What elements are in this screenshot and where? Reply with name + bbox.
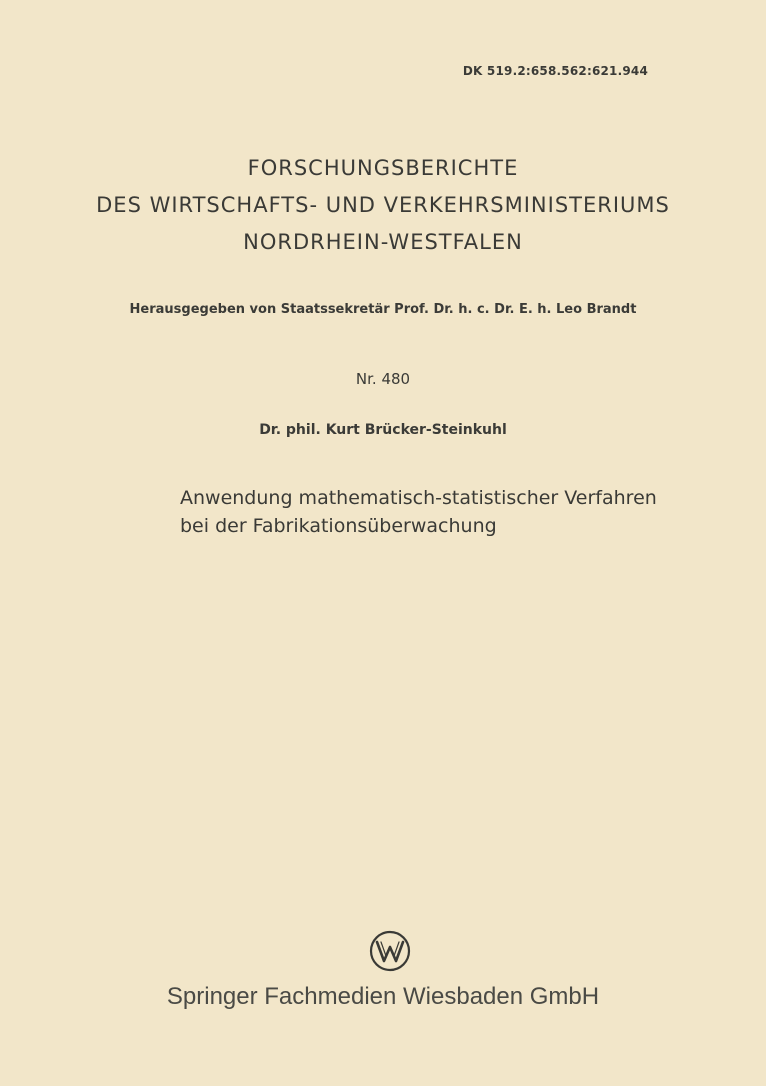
classification-code: DK 519.2:658.562:621.944	[462, 64, 648, 78]
book-title-line-1: Anwendung mathematisch-statistischer Verfahren	[180, 487, 657, 509]
series-title-line-1: FORSCHUNGSBERICHTE	[247, 156, 519, 180]
series-title	[0, 150, 766, 261]
volume-number: Nr. 480	[355, 370, 411, 388]
series-title-line-3: NORDRHEIN-WESTFALEN	[243, 230, 523, 254]
editor-line: Herausgegeben von Staatssekretär Prof. Dr. h. c. Dr. E. h. Leo Brandt	[129, 302, 637, 317]
series-title-line-2: DES WIRTSCHAFTS- UND VERKEHRSMINISTERIUMS	[96, 193, 670, 217]
book-title-line-2: bei der Fabrikationsüberwachung	[180, 515, 497, 537]
book-title	[180, 484, 740, 540]
author-name: Dr. phil. Kurt Brücker-Steinkuhl	[259, 422, 507, 438]
publisher-name: Springer Fachmedien Wiesbaden GmbH	[166, 983, 600, 1010]
publisher-w-logo-icon	[369, 930, 411, 972]
